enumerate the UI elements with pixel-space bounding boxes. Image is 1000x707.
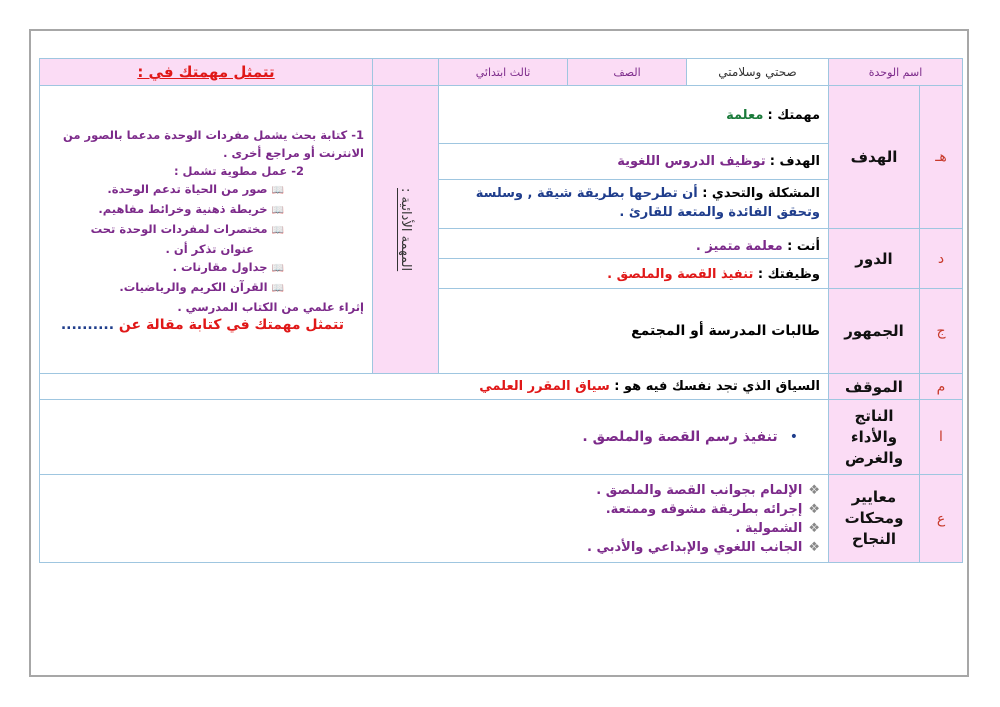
book-icon: 📖 [271,262,284,274]
goal-content-cell [439,86,829,229]
book-icon: 📖 [271,282,284,294]
star-bullet-icon: ❖ [808,501,820,517]
unit-value: صحتي وسلامتي [687,59,829,85]
row-label-goal: الهدف [829,86,920,229]
bullet-icon: • [789,429,798,445]
left-item-1: 1- كتابة بحث يشمل مفردات الوحدة مدعما بالصور من الانترنت أو مراجع أخرى . [63,127,364,160]
criteria-item: ❖الجانب اللغوي والإبداعي والأدبي . [587,539,820,555]
criteria-item: ❖إجرائه بطريقة مشوقه وممتعة. [605,501,820,517]
book-icon: 📖 [271,224,284,236]
left-sub-3: 📖 مختصرات لمفردات الوحدة تحت [90,221,284,236]
audience-text: طالبات المدرسة أو المجتمع [631,323,820,339]
row-letter-d: د [920,229,963,289]
task-title: تتمثل مهمتك في : [137,63,275,81]
product-line: • تنفيذ رسم القصة والملصق . [582,429,798,445]
left-sub-6: 📖 القرآن الكريم والرياضيات. [119,279,284,294]
goal-line: الهدف : توظيف الدروس اللغوية [617,154,820,169]
header-info-cell [439,59,829,86]
unit-label-cell [829,59,963,86]
unit-label: اسم الوحدة [868,65,923,79]
situation-line: السياق الذي تجد نفسك فيه هو : سياق المقرر العلمي [479,379,820,394]
row-label-criteria: معايير ومحكات النجاح [829,475,920,563]
left-sub-4: عنوان تذكر أن . [165,241,254,256]
vertical-label-cell [373,86,439,374]
book-icon: 📖 [271,184,284,196]
task-table [39,58,963,563]
task-title-cell [40,59,373,86]
grade-value: ثالث ابتدائي [439,59,568,85]
row-label-role: الدور [829,229,920,289]
left-final: تتمثل مهمتك في كتابة مقالة عن .......... [60,316,344,333]
row-letter-e: ع [920,475,963,563]
job-line: وظيفتك : تنفيذ القصة والملصق . [607,267,820,282]
row-label-product: الناتج والأداء والغرض [829,400,920,475]
left-sub-5: 📖 جداول مقارنات . [172,259,284,274]
product-cell [40,400,829,475]
situation-cell [40,374,829,400]
star-bullet-icon: ❖ [808,482,820,498]
star-bullet-icon: ❖ [808,520,820,536]
row-letter-h: هـ [920,86,963,229]
grade-label: الصف [568,59,687,85]
left-sub-1: 📖 صور من الحياة تدعم الوحدة. [107,181,284,196]
row-letter-j: ج [920,289,963,374]
left-sub-2: 📖 خريطة ذهنية وخرائط مفاهيم. [98,201,284,216]
performance-task-label: المهمة الأدائية : [398,187,413,272]
star-bullet-icon: ❖ [808,539,820,555]
row-label-audience: الجمهور [829,289,920,374]
you-line: أنت : معلمة متميز . [695,239,820,254]
left-item-2: 2- عمل مطوية تشمل : [173,163,304,178]
row-letter-a: ا [920,400,963,475]
role-content-cell [439,229,829,289]
problem-line: المشكلة والتحدي : أن تطرحها بطريقة شيقة , وسلسة وتحقق الفائدة والمتعة للقارئ . [475,186,820,220]
header-spacer [373,59,439,86]
criteria-item: ❖الإلمام بجوانب القصة والملصق . [596,482,820,498]
row-letter-m: م [920,374,963,400]
row-label-situation: الموقف [829,374,920,400]
task-line: مهمتك : معلمة [726,108,820,123]
criteria-list [40,477,828,561]
criteria-item: ❖الشمولية . [735,520,820,536]
left-panel [40,86,373,374]
left-enrich: إثراء علمي من الكتاب المدرسي . [177,299,364,314]
criteria-cell [40,475,829,563]
audience-cell [439,289,829,374]
book-icon: 📖 [271,204,284,216]
